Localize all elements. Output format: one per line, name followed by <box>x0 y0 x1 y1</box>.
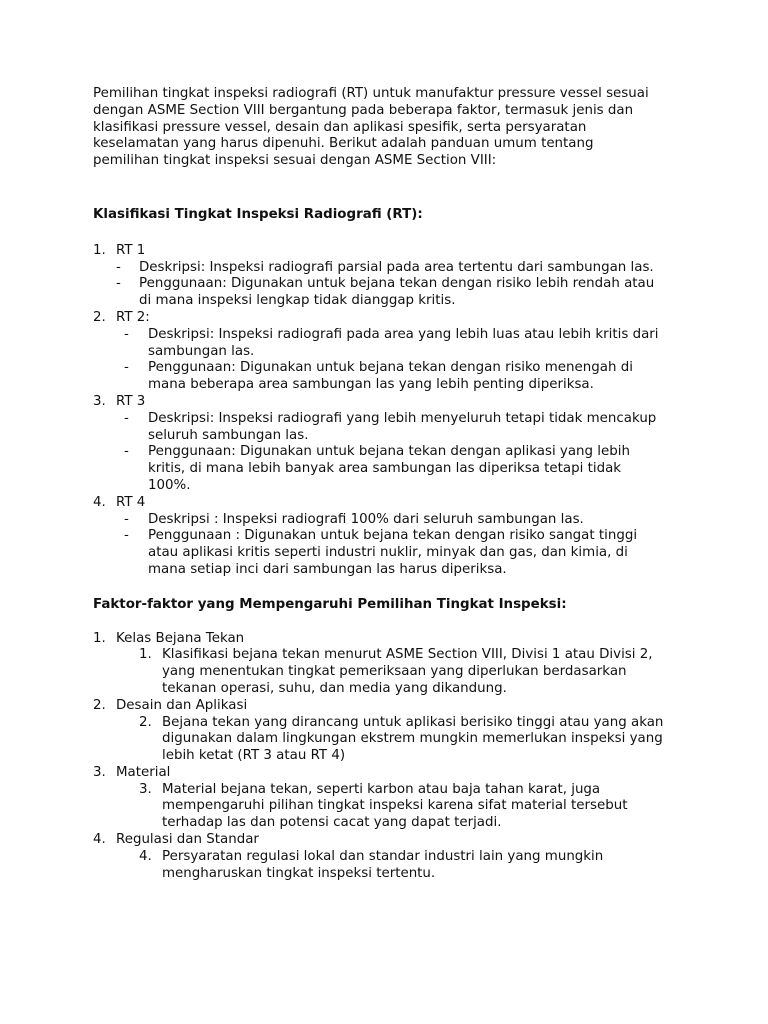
list-item-title: Material <box>116 764 171 780</box>
sub-item-text: Persyaratan regulasi lokal dan standar industri lain yang mungkin mengharuskan tingkat inspeksi tertentu. <box>162 848 604 881</box>
sub-item-text: Deskripsi : Inspeksi radiografi 100% dari seluruh sambungan las. <box>148 511 584 527</box>
list-number: 2. <box>93 309 106 325</box>
sub-list-item <box>93 276 693 310</box>
sub-list-item <box>93 528 693 578</box>
sub-item-text: Klasifikasi bejana tekan menurut ASME Section VIII, Divisi 1 atau Divisi 2, yang menentukan tingkat pemeriksaan yang diperlukan berdasarkan tekanan operasi, suhu, dan media yang dikandung. <box>162 647 653 696</box>
list-item-title: Desain dan Aplikasi <box>116 697 248 713</box>
list-item <box>93 832 693 882</box>
sub-number: 3. <box>139 781 152 797</box>
section-heading-factors: Faktor-faktor yang Mempengaruhi Pemilihan Tingkat Inspeksi: <box>93 596 567 612</box>
bullet-dash: - <box>116 276 121 292</box>
rt-level-list <box>93 243 693 579</box>
sub-list-item <box>93 360 693 394</box>
list-number: 1. <box>93 630 106 646</box>
sub-list-item <box>93 647 693 697</box>
sub-item-text: Deskripsi: Inspeksi radiografi pada area yang lebih luas atau lebih kritis dari sambungan las. <box>148 326 659 359</box>
sub-list <box>93 849 693 883</box>
list-item-title: Regulasi dan Standar <box>116 832 259 848</box>
list-number: 4. <box>93 494 106 510</box>
list-item <box>93 495 693 579</box>
sub-list-item <box>93 849 693 883</box>
list-number: 1. <box>93 242 106 258</box>
intro-paragraph: Pemilihan tingkat inspeksi radiografi (RT) untuk manufaktur pressure vessel sesuai dengan ASME Section VIII bergantung pada beberapa faktor, termasuk jenis dan klasifikasi pressure vessel, desain dan aplikasi spesifik, serta persyaratan keselamatan yang harus dipenuhi. Berikut adalah panduan umum tentang pemilihan tingkat inspeksi sesuai dengan ASME Section VIII: <box>93 86 649 169</box>
list-item-title: RT 3 <box>116 393 146 409</box>
factor-list <box>93 631 693 883</box>
list-item <box>93 698 693 765</box>
sub-item-text: Material bejana tekan, seperti karbon atau baja tahan karat, juga mempengaruhi pilihan tingkat inspeksi karena sifat material tersebut terhadap las dan potensi cacat yang dapat terjadi. <box>162 781 628 831</box>
sub-list <box>93 327 693 394</box>
sub-number: 4. <box>139 848 152 864</box>
sub-list-item <box>93 444 693 494</box>
sub-number: 1. <box>139 647 152 663</box>
list-item <box>93 765 693 832</box>
list-number: 3. <box>93 393 106 409</box>
sub-item-text: Penggunaan: Digunakan untuk bejana tekan dengan risiko lebih rendah atau di mana inspeksi lengkap tidak dianggap kritis. <box>139 276 655 309</box>
list-item <box>93 243 693 310</box>
sub-item-text: Deskripsi: Inspeksi radiografi yang lebih menyeluruh tetapi tidak mencakup seluruh sambungan las. <box>148 410 657 443</box>
bullet-dash: - <box>124 360 129 376</box>
sub-list-item <box>93 715 693 765</box>
list-item-title: RT 4 <box>116 494 146 510</box>
sub-list-item <box>93 327 693 361</box>
sub-list-item <box>93 512 693 529</box>
bullet-dash: - <box>124 444 129 460</box>
sub-number: 2. <box>139 714 152 730</box>
sub-item-text: Penggunaan: Digunakan untuk bejana tekan dengan aplikasi yang lebih kritis, di mana lebih banyak area sambungan las diperiksa tetapi tidak 100%. <box>148 444 630 493</box>
list-item <box>93 631 693 698</box>
list-number: 4. <box>93 832 106 848</box>
list-number: 2. <box>93 697 106 713</box>
sub-item-text: Penggunaan: Digunakan untuk bejana tekan dengan risiko menengah di mana beberapa area sambungan las yang lebih penting diperiksa. <box>148 360 633 393</box>
list-item <box>93 394 693 495</box>
bullet-dash: - <box>124 528 129 544</box>
sub-list-item <box>93 782 693 832</box>
section-heading-rt-classification: Klasifikasi Tingkat Inspeksi Radiografi (RT): <box>93 206 423 222</box>
sub-item-text: Deskripsi: Inspeksi radiografi parsial pada area tertentu dari sambungan las. <box>139 259 654 275</box>
sub-list <box>93 715 693 765</box>
list-item-title: RT 1 <box>116 242 146 258</box>
bullet-dash: - <box>124 410 129 426</box>
list-number: 3. <box>93 764 106 780</box>
bullet-dash: - <box>124 511 129 527</box>
sub-list <box>93 512 693 579</box>
sub-item-text: Bejana tekan yang dirancang untuk aplikasi berisiko tinggi atau yang akan digunakan dalam lingkungan ekstrem mungkin memerlukan inspeksi yang lebih ketat (RT 3 atau RT 4) <box>162 714 664 764</box>
sub-list <box>93 260 693 310</box>
list-item <box>93 310 693 394</box>
sub-list <box>93 782 693 832</box>
list-item-title: Kelas Bejana Tekan <box>116 630 245 646</box>
bullet-dash: - <box>124 326 129 342</box>
document-page <box>93 86 693 882</box>
sub-list <box>93 411 693 495</box>
bullet-dash: - <box>116 259 121 275</box>
sub-list <box>93 647 693 697</box>
sub-item-text: Penggunaan : Digunakan untuk bejana tekan dengan risiko sangat tinggi atau aplikasi kritis seperti industri nuklir, minyak dan gas, dan kimia, di mana setiap inci dari sambungan las harus diperiksa. <box>148 528 638 577</box>
list-item-title: RT 2: <box>116 309 150 325</box>
sub-list-item <box>93 411 693 445</box>
sub-list-item <box>93 260 693 277</box>
